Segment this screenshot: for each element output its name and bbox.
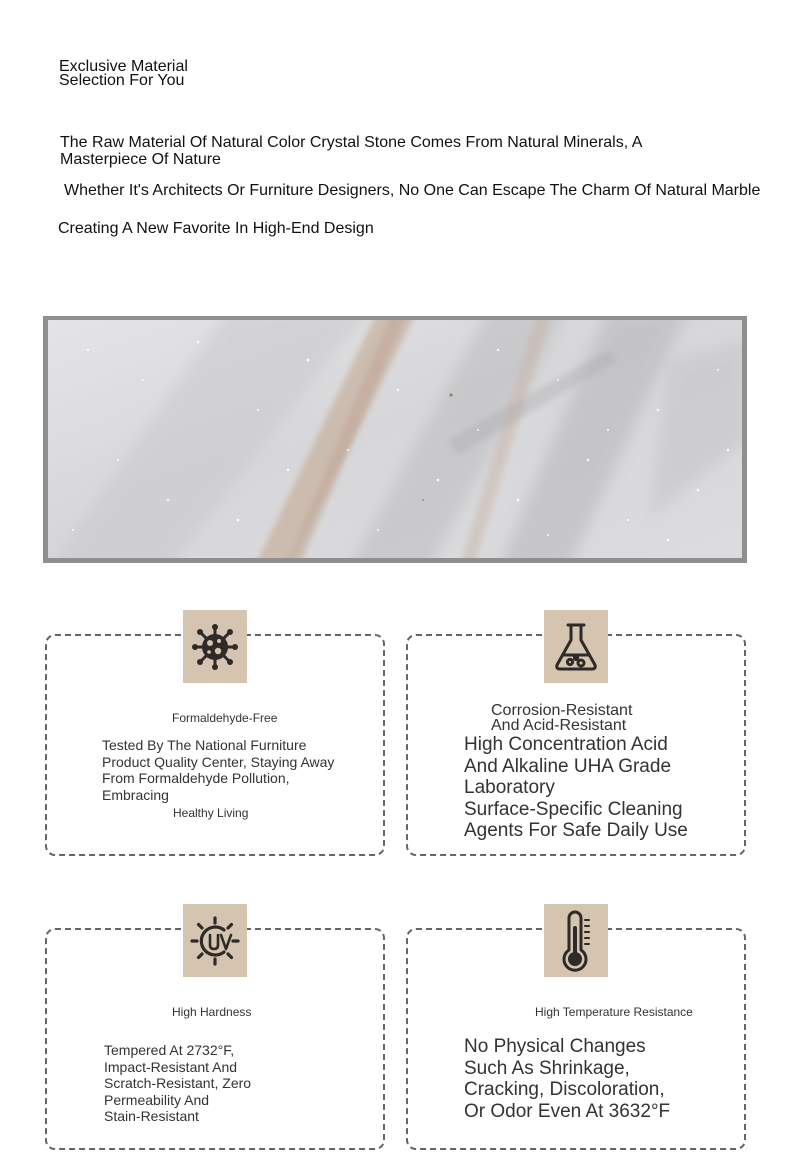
- feature-title: Formaldehyde-Free: [172, 711, 278, 725]
- feature-subtitle: Healthy Living: [173, 806, 249, 820]
- feature-description: High Concentration Acid And Alkaline UHA Grade Laboratory Surface-Specific Cleaning Agents For Safe Daily Use: [464, 734, 688, 841]
- uv-sun-icon: [190, 916, 240, 966]
- thermometer-icon: [556, 910, 596, 972]
- section-title: Exclusive Material Selection For You: [59, 58, 188, 89]
- flask-icon: [553, 622, 599, 672]
- virus-icon-tile: [183, 610, 247, 683]
- feature-title: Corrosion-Resistant And Acid-Resistant: [491, 702, 633, 734]
- marble-slab-image: [43, 316, 747, 563]
- designer-paragraph: Whether It's Architects Or Furniture Designers, No One Can Escape The Charm Of Natural Marble: [64, 182, 761, 199]
- virus-icon: [192, 624, 238, 670]
- feature-description: Tempered At 2732°F, Impact-Resistant And Scratch-Resistant, Zero Permeability And Stain-Resistant: [104, 1042, 252, 1124]
- feature-title: High Hardness: [172, 1005, 252, 1019]
- thermometer-icon-tile: [544, 904, 608, 977]
- design-tagline: Creating A New Favorite In High-End Design: [58, 220, 374, 237]
- flask-icon-tile: [544, 610, 608, 683]
- intro-paragraph: The Raw Material Of Natural Color Crystal Stone Comes From Natural Minerals, A Masterpiece Of Nature: [60, 134, 643, 168]
- feature-title: High Temperature Resistance: [535, 1005, 693, 1019]
- uv-sun-icon-tile: [183, 904, 247, 977]
- feature-description: No Physical Changes Such As Shrinkage, Cracking, Discoloration, Or Odor Even At 3632°F: [464, 1036, 671, 1122]
- feature-description: Tested By The National Furniture Product Quality Center, Staying Away From Formaldehyde Pollution, Embracing: [102, 737, 335, 803]
